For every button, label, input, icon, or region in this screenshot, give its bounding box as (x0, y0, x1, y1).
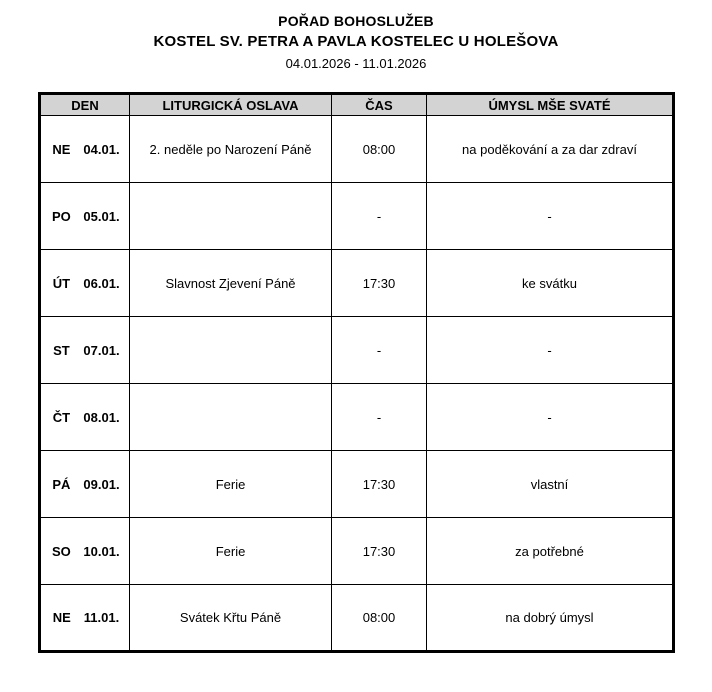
time-cell: 17:30 (332, 451, 427, 518)
intention-cell: vlastní (427, 451, 674, 518)
celebration-cell (130, 384, 332, 451)
column-header-intention: ÚMYSL MŠE SVATÉ (427, 94, 674, 116)
intention-cell: na poděkování a za dar zdraví (427, 116, 674, 183)
intention-cell: ke svátku (427, 250, 674, 317)
day-date: 09.01. (83, 476, 120, 492)
table-row (40, 116, 674, 183)
time-cell: 08:00 (332, 116, 427, 183)
day-abbreviation: ÚT (52, 275, 71, 291)
celebration-cell: Svátek Křtu Páně (130, 585, 332, 652)
day-date: 07.01. (83, 342, 120, 358)
time-cell: 17:30 (332, 250, 427, 317)
day-cell (40, 384, 130, 451)
day-date: 05.01. (83, 208, 120, 224)
day-cell (40, 317, 130, 384)
day-cell (40, 585, 130, 652)
day-date: 10.01. (83, 543, 120, 559)
day-date: 06.01. (83, 275, 120, 291)
day-date: 08.01. (83, 409, 120, 425)
table-row (40, 518, 674, 585)
day-abbreviation: ČT (52, 409, 71, 425)
table-row (40, 250, 674, 317)
time-cell: - (332, 183, 427, 250)
schedule-table (38, 92, 675, 653)
intention-cell: - (427, 384, 674, 451)
celebration-cell: Ferie (130, 518, 332, 585)
intention-cell: na dobrý úmysl (427, 585, 674, 652)
day-abbreviation: PO (52, 208, 71, 224)
table-row (40, 585, 674, 652)
celebration-cell (130, 183, 332, 250)
day-cell (40, 116, 130, 183)
column-header-day: DEN (40, 94, 130, 116)
celebration-cell: Ferie (130, 451, 332, 518)
day-abbreviation: NE (52, 141, 71, 157)
time-cell: - (332, 384, 427, 451)
table-row (40, 183, 674, 250)
document-header (0, 0, 712, 71)
column-header-time: ČAS (332, 94, 427, 116)
celebration-cell: Slavnost Zjevení Páně (130, 250, 332, 317)
table-row (40, 451, 674, 518)
intention-cell: - (427, 183, 674, 250)
day-cell (40, 250, 130, 317)
schedule-table-body (40, 116, 674, 652)
header-row (40, 94, 674, 116)
table-row (40, 384, 674, 451)
day-cell (40, 451, 130, 518)
time-cell: - (332, 317, 427, 384)
intention-cell: - (427, 317, 674, 384)
day-date: 11.01. (83, 610, 120, 625)
intention-cell: za potřebné (427, 518, 674, 585)
table-row (40, 317, 674, 384)
column-header-celebration: LITURGICKÁ OSLAVA (130, 94, 332, 116)
day-abbreviation: ST (53, 342, 70, 358)
day-cell (40, 518, 130, 585)
time-cell: 17:30 (332, 518, 427, 585)
day-abbreviation: SO (52, 543, 71, 559)
date-range: 04.01.2026 - 11.01.2026 (285, 56, 427, 71)
celebration-cell: 2. neděle po Narození Páně (130, 116, 332, 183)
day-cell (40, 183, 130, 250)
day-abbreviation: PÁ (52, 476, 71, 492)
day-abbreviation: NE (52, 610, 71, 625)
church-name: KOSTEL SV. PETRA A PAVLA KOSTELEC U HOLEŠOVA (153, 33, 559, 50)
celebration-cell (130, 317, 332, 384)
day-date: 04.01. (83, 141, 120, 157)
time-cell: 08:00 (332, 585, 427, 652)
document-title: POŘAD BOHOSLUŽEB (278, 13, 434, 29)
